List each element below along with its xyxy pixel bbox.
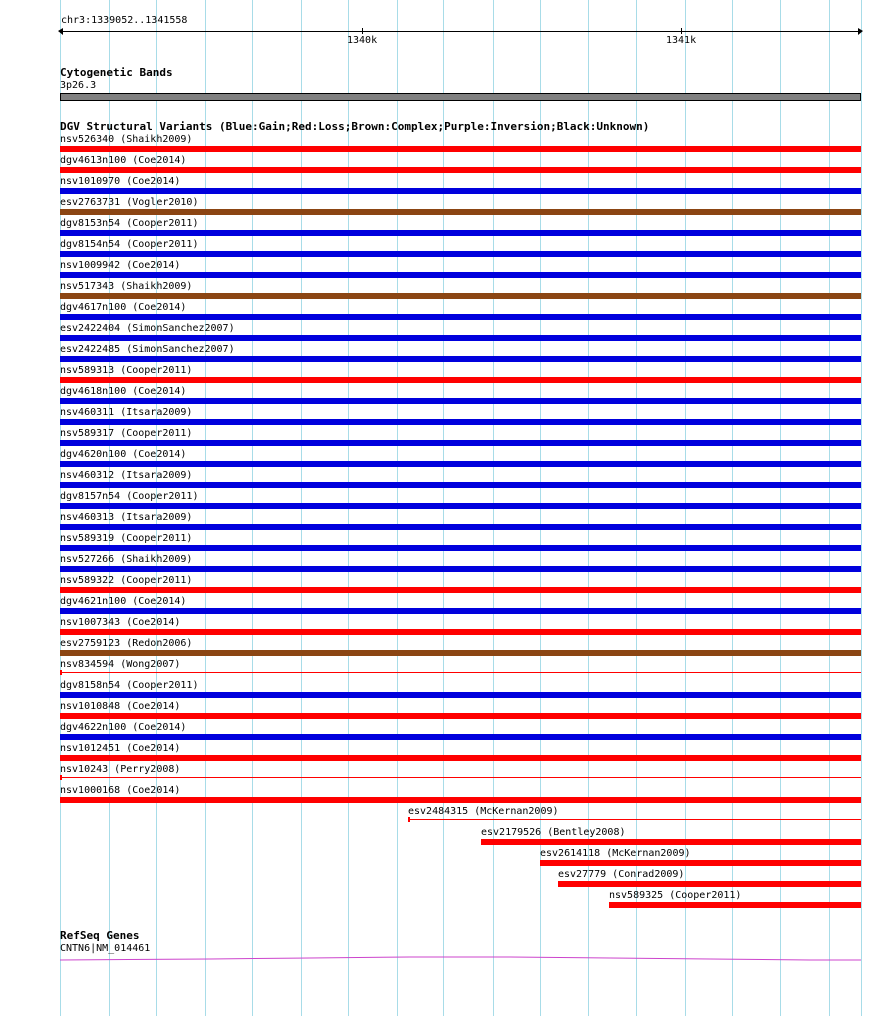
ruler-tick-label-1341k: 1341k bbox=[666, 35, 697, 46]
dgv-variant-label[interactable]: nsv1000168 (Coe2014) bbox=[60, 785, 181, 796]
dgv-variant-label[interactable]: nsv10243 (Perry2008) bbox=[60, 764, 181, 775]
dgv-variant-label[interactable]: nsv589317 (Cooper2011) bbox=[60, 428, 193, 439]
dgv-track-title[interactable]: DGV Structural Variants (Blue:Gain;Red:Loss;Brown:Complex;Purple:Inversion;Black:Unknown) bbox=[60, 120, 650, 133]
ruler-tick-label-1340k: 1340k bbox=[347, 35, 378, 46]
dgv-variant-label[interactable]: esv2422485 (SimonSanchez2007) bbox=[60, 344, 235, 355]
dgv-variant-label[interactable]: dgv4620n100 (Coe2014) bbox=[60, 449, 187, 460]
dgv-variant-label[interactable]: nsv589322 (Cooper2011) bbox=[60, 575, 193, 586]
refseq-gene-label: CNTN6|NM_014461 bbox=[60, 943, 151, 954]
dgv-variant-label[interactable]: nsv1007343 (Coe2014) bbox=[60, 617, 181, 628]
dgv-variant-label[interactable]: nsv527266 (Shaikh2009) bbox=[60, 554, 193, 565]
dgv-variant-label[interactable]: dgv4622n100 (Coe2014) bbox=[60, 722, 187, 733]
dgv-variant-label[interactable]: nsv834594 (Wong2007) bbox=[60, 659, 181, 670]
dgv-variant-label[interactable]: dgv4613n100 (Coe2014) bbox=[60, 155, 187, 166]
cyto-track-title[interactable]: Cytogenetic Bands bbox=[60, 66, 173, 79]
dgv-variant-label[interactable]: esv27779 (Conrad2009) bbox=[558, 869, 685, 880]
dgv-variant-label[interactable]: nsv460313 (Itsara2009) bbox=[60, 512, 193, 523]
dgv-variant-label[interactable]: dgv8157n54 (Cooper2011) bbox=[60, 491, 199, 502]
dgv-variant-label[interactable]: dgv4618n100 (Coe2014) bbox=[60, 386, 187, 397]
cyto-band-label: 3p26.3 bbox=[60, 80, 97, 91]
dgv-variant-label[interactable]: dgv8153n54 (Cooper2011) bbox=[60, 218, 199, 229]
dgv-variant-label[interactable]: esv2614118 (McKernan2009) bbox=[540, 848, 691, 859]
dgv-variant-label[interactable]: esv2763731 (Vogler2010) bbox=[60, 197, 199, 208]
dgv-variant-label[interactable]: dgv4621n100 (Coe2014) bbox=[60, 596, 187, 607]
dgv-variant-label[interactable]: esv2422404 (SimonSanchez2007) bbox=[60, 323, 235, 334]
dgv-variant-label[interactable]: nsv460312 (Itsara2009) bbox=[60, 470, 193, 481]
ruler-position-label: chr3:1339052..1341558 bbox=[61, 15, 188, 26]
refseq-track-title[interactable]: RefSeq Genes bbox=[60, 929, 140, 942]
dgv-variant-label[interactable]: esv2484315 (McKernan2009) bbox=[408, 806, 559, 817]
dgv-variant-label[interactable]: nsv589325 (Cooper2011) bbox=[609, 890, 742, 901]
dgv-variant-label[interactable]: nsv589313 (Cooper2011) bbox=[60, 365, 193, 376]
dgv-variant-label[interactable]: dgv4617n100 (Coe2014) bbox=[60, 302, 187, 313]
dgv-variant-label[interactable]: nsv1012451 (Coe2014) bbox=[60, 743, 181, 754]
dgv-variant-label[interactable]: nsv1010848 (Coe2014) bbox=[60, 701, 181, 712]
dgv-variant-label[interactable]: dgv8158n54 (Cooper2011) bbox=[60, 680, 199, 691]
dgv-variant-label[interactable]: dgv8154n54 (Cooper2011) bbox=[60, 239, 199, 250]
dgv-variant-label[interactable]: nsv589319 (Cooper2011) bbox=[60, 533, 193, 544]
dgv-variant-label[interactable]: nsv526340 (Shaikh2009) bbox=[60, 134, 193, 145]
dgv-variant-label[interactable]: nsv517343 (Shaikh2009) bbox=[60, 281, 193, 292]
dgv-variant-label[interactable]: nsv1009942 (Coe2014) bbox=[60, 260, 181, 271]
dgv-variant-label[interactable]: esv2179526 (Bentley2008) bbox=[481, 827, 626, 838]
dgv-variant-label[interactable]: nsv460311 (Itsara2009) bbox=[60, 407, 193, 418]
dgv-variant-label[interactable]: esv2759123 (Redon2006) bbox=[60, 638, 193, 649]
dgv-variant-label[interactable]: nsv1010970 (Coe2014) bbox=[60, 176, 181, 187]
